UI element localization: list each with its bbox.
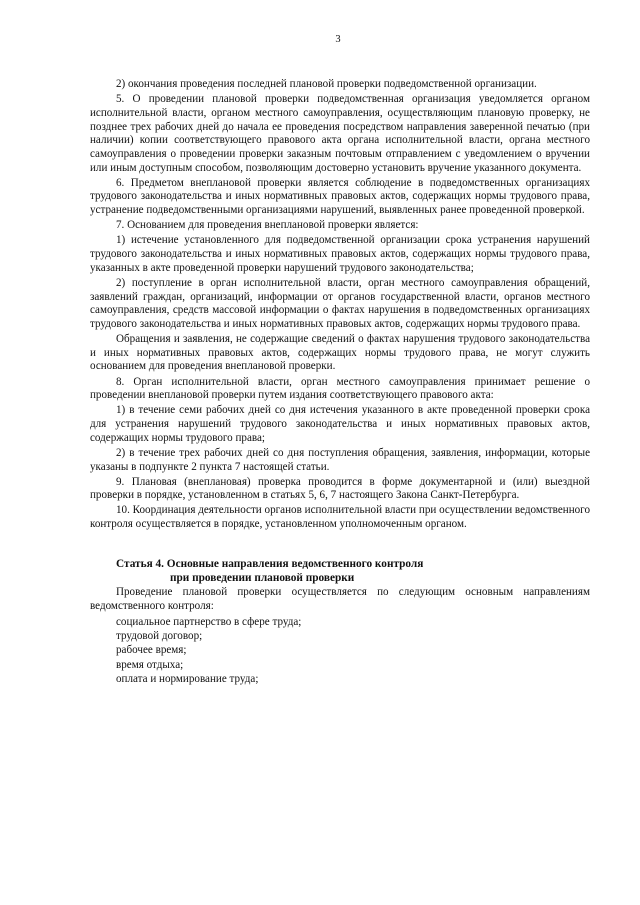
- article-4-heading: Статья 4. Основные направления ведомственного контроля: [116, 557, 424, 570]
- page-number: 3: [335, 34, 341, 45]
- paragraph-8-item-2: 2) в течение трех рабочих дней со дня поступления обращения, заявления, информации, которые указаны в подпункте 2 пункта 7 настоящей статьи.: [90, 446, 590, 473]
- article-4-subheading: при проведении плановой проверки: [170, 571, 355, 584]
- paragraph-10: 10. Координация деятельности органов исполнительной власти при осуществлении ведомственного контроля осуществляется в порядке, установленном уполномоченным органом.: [90, 504, 590, 531]
- list-item: социальное партнерство в сфере труда;: [116, 615, 302, 628]
- paragraph-7-item-1: 1) истечение установленного для подведомственной организации срока устранения нарушений трудового законодательства и иных нормативных правовых актов, содержащих нормы трудового права, указанных в акте проведенной проверки нарушений трудового законодательства;: [90, 234, 590, 274]
- paragraph-7: 7. Основанием для проведения внеплановой проверки является:: [116, 219, 419, 232]
- paragraph-7-item-2: 2) поступление в орган исполнительной власти, орган местного самоуправления обращений, заявлений граждан, организаций, информации от органов государственной власти, органов местного самоуправления, средств массовой информации о фактах нарушения в подведомственных организациях трудового законодательства и иных нормативных правовых актов, содержащих нормы трудового права.: [90, 276, 590, 330]
- paragraph-9: 9. Плановая (внеплановая) проверка проводится в форме документарной и (или) выездной проверки в порядке, установленном в статьях 5, 6, 7 настоящего Закона Санкт-Петербурга.: [90, 475, 590, 502]
- article-4-intro: Проведение плановой проверки осуществляется по следующим основным направлениям ведомственного контроля:: [90, 585, 590, 612]
- list-item: рабочее время;: [116, 644, 187, 657]
- document-page: [90, 34, 590, 686]
- directions-list: [90, 615, 590, 686]
- paragraph-5: 5. О проведении плановой проверки подведомственная организация уведомляется органом исполнительной власти, органом местного самоуправления, осуществляющим плановую проверку, не позднее трех рабочих дней до начала ее проведения посредством направления заверенной печатью (при наличии) копии соответствующего правового акта органа исполнительной власти, органа местного самоуправления о проведении проверки заказным почтовым отправлением с уведомлением о вручении или иным доступным способом, позволяющим достоверно установить вручение указанного документа.: [90, 93, 590, 174]
- paragraph-7-note: Обращения и заявления, не содержащие сведений о фактах нарушения трудового законодательства и иных нормативных правовых актов, содержащих нормы трудового права, не могут служить основанием для проведения внеплановой проверки.: [90, 333, 590, 373]
- paragraph-8-item-1: 1) в течение семи рабочих дней со дня истечения указанного в акте проведенной проверки срока для устранения нарушений трудового законодательства и иных нормативных правовых актов, содержащих нормы трудового права;: [90, 404, 590, 444]
- paragraph-6: 6. Предметом внеплановой проверки является соблюдение в подведомственных организациях трудового законодательства и иных нормативных правовых актов, содержащих нормы трудового права, устранение подведомственными организациями нарушений, выявленных ранее проведенной проверкой.: [90, 176, 590, 217]
- paragraph-8: 8. Орган исполнительной власти, орган местного самоуправления принимает решение о проведении внеплановой проверки путем издания соответствующего правового акта:: [90, 375, 590, 402]
- list-item: время отдыха;: [116, 658, 184, 671]
- list-item: трудовой договор;: [116, 630, 203, 643]
- list-item: оплата и нормирование труда;: [116, 672, 259, 685]
- paragraph-clause-2-end: 2) окончания проведения последней плановой проверки подведомственной организации.: [116, 78, 537, 90]
